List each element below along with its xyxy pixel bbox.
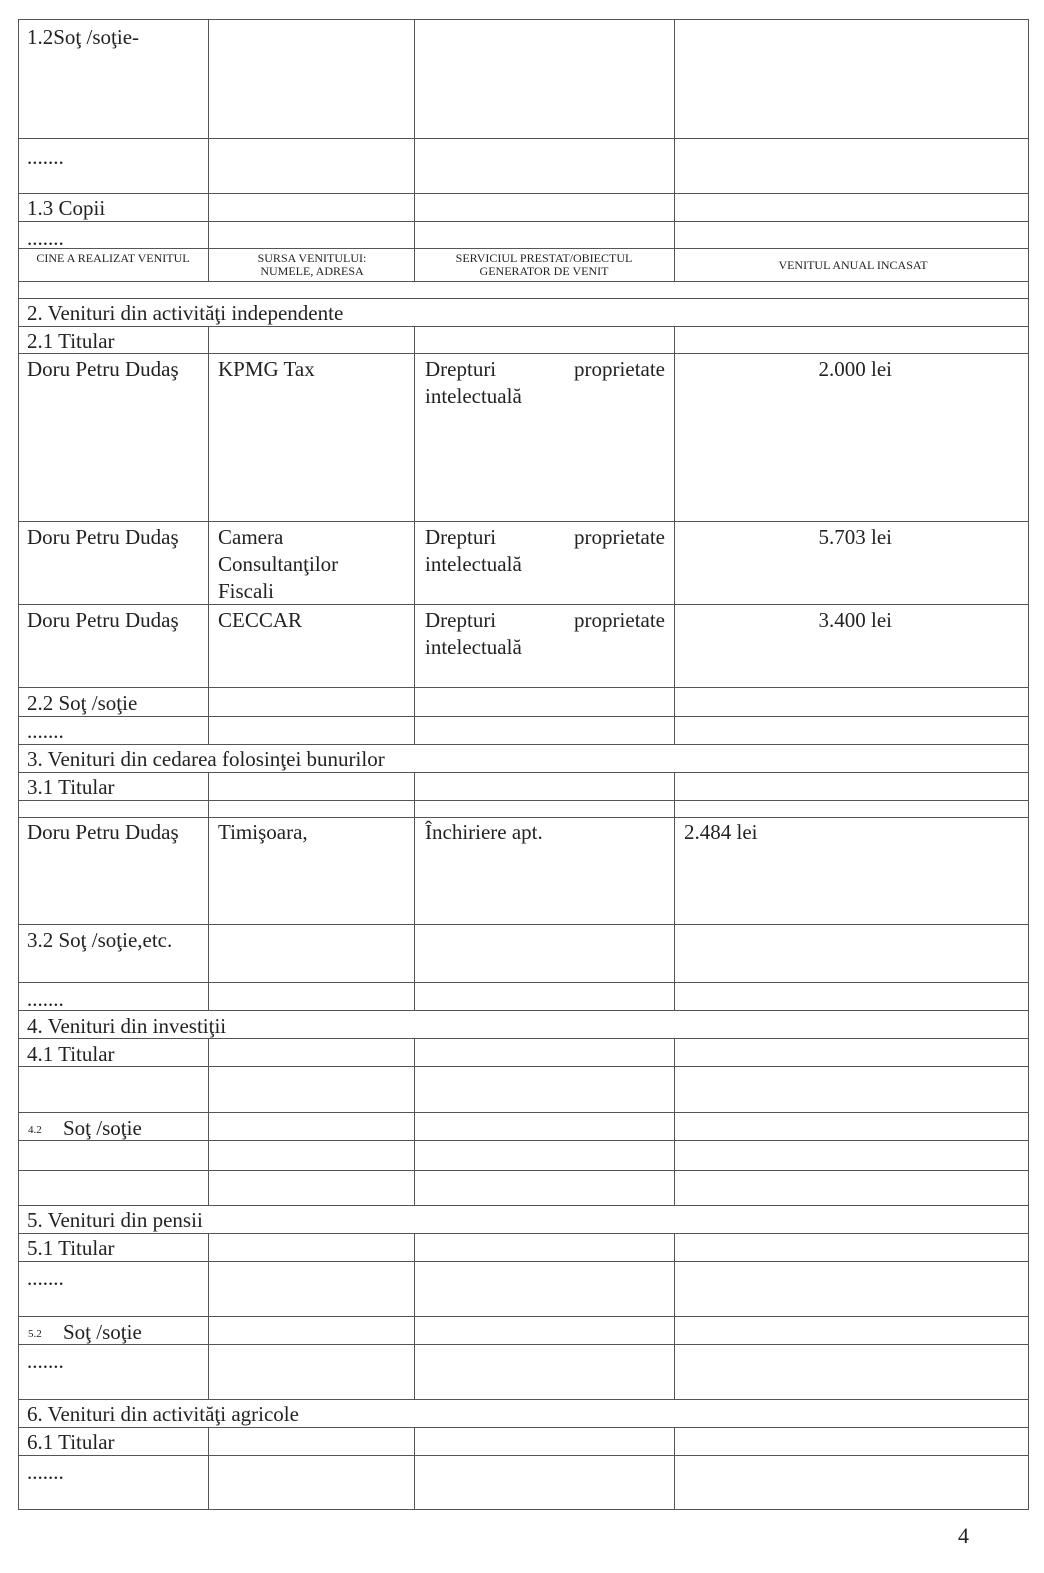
row-dots: ....... [27, 1349, 64, 1373]
section-3-1-label: 3.1 Titular [27, 775, 115, 799]
entry-service-cont: intelectuală [425, 384, 522, 408]
entry-who: Doru Petru Dudaş [27, 525, 179, 549]
entry-source: KPMG Tax [218, 357, 315, 381]
section-2-1-label: 2.1 Titular [27, 329, 115, 353]
section-4-2-number: 4.2 [28, 1124, 42, 1136]
entry-amount: 2.000 lei [818, 357, 892, 381]
row-dots: ....... [27, 145, 64, 169]
header-serviciu: SERVICIUL PRESTAT/OBIECTUL GENERATOR DE VENIT [455, 251, 633, 278]
entry-amount: 2.484 lei [684, 820, 758, 844]
entry-service: Drepturi proprietate [425, 608, 665, 632]
section-5-2-label: Soţ /soţie [63, 1320, 142, 1344]
entry-amount: 3.400 lei [818, 608, 892, 632]
entry-who: Doru Petru Dudaş [27, 357, 179, 381]
row-dots: ....... [27, 226, 64, 250]
row-dots: ....... [27, 1460, 64, 1484]
header-venit: VENITUL ANUAL INCASAT [778, 258, 928, 272]
section-5-1-label: 5.1 Titular [27, 1236, 115, 1260]
entry-service: Închiriere apt. [425, 820, 543, 844]
entry-amount: 5.703 lei [818, 525, 892, 549]
entry-source: Fiscali [218, 579, 274, 603]
section-4-2-label: Soţ /soţie [63, 1116, 142, 1140]
entry-service: Drepturi proprietate [425, 357, 665, 381]
section-3-title: 3. Venituri din cedarea folosinţei bunurilor [27, 747, 385, 771]
entry-who: Doru Petru Dudaş [27, 820, 179, 844]
entry-service: Drepturi proprietate [425, 525, 665, 549]
row-dots: ....... [27, 1266, 64, 1290]
section-2-title: 2. Venituri din activităţi independente [27, 301, 344, 325]
row-dots: ....... [27, 719, 64, 743]
section-4-1-label: 4.1 Titular [27, 1042, 115, 1066]
row-1-3-label: 1.3 Copii [27, 196, 106, 220]
entry-source: Camera [218, 525, 284, 549]
section-5-2-number: 5.2 [28, 1328, 42, 1340]
entry-source: Consultanţilor [218, 552, 339, 576]
header-sursa: SURSA VENITULUI: NUMELE, ADRESA [257, 251, 367, 278]
entry-service-cont: intelectuală [425, 552, 522, 576]
header-cine: CINE A REALIZAT VENITUL [36, 251, 190, 265]
income-declaration-table [18, 19, 1029, 1510]
section-5-title: 5. Venituri din pensii [27, 1208, 203, 1232]
section-3-2-label: 3.2 Soţ /soţie,etc. [27, 928, 173, 952]
row-1-2-label: 1.2Soţ /soţie- [27, 25, 140, 49]
section-6-title: 6. Venituri din activităţi agricole [27, 1402, 299, 1426]
section-2-2-label: 2.2 Soţ /soţie [27, 691, 138, 715]
entry-service-cont: intelectuală [425, 635, 522, 659]
entry-source: CECCAR [218, 608, 303, 632]
entry-source: Timişoara, [218, 820, 308, 844]
page-number: 4 [958, 1523, 969, 1548]
row-dots: ....... [27, 987, 64, 1011]
section-4-title: 4. Venituri din investiţii [27, 1014, 227, 1038]
section-6-1-label: 6.1 Titular [27, 1430, 115, 1454]
entry-who: Doru Petru Dudaş [27, 608, 179, 632]
